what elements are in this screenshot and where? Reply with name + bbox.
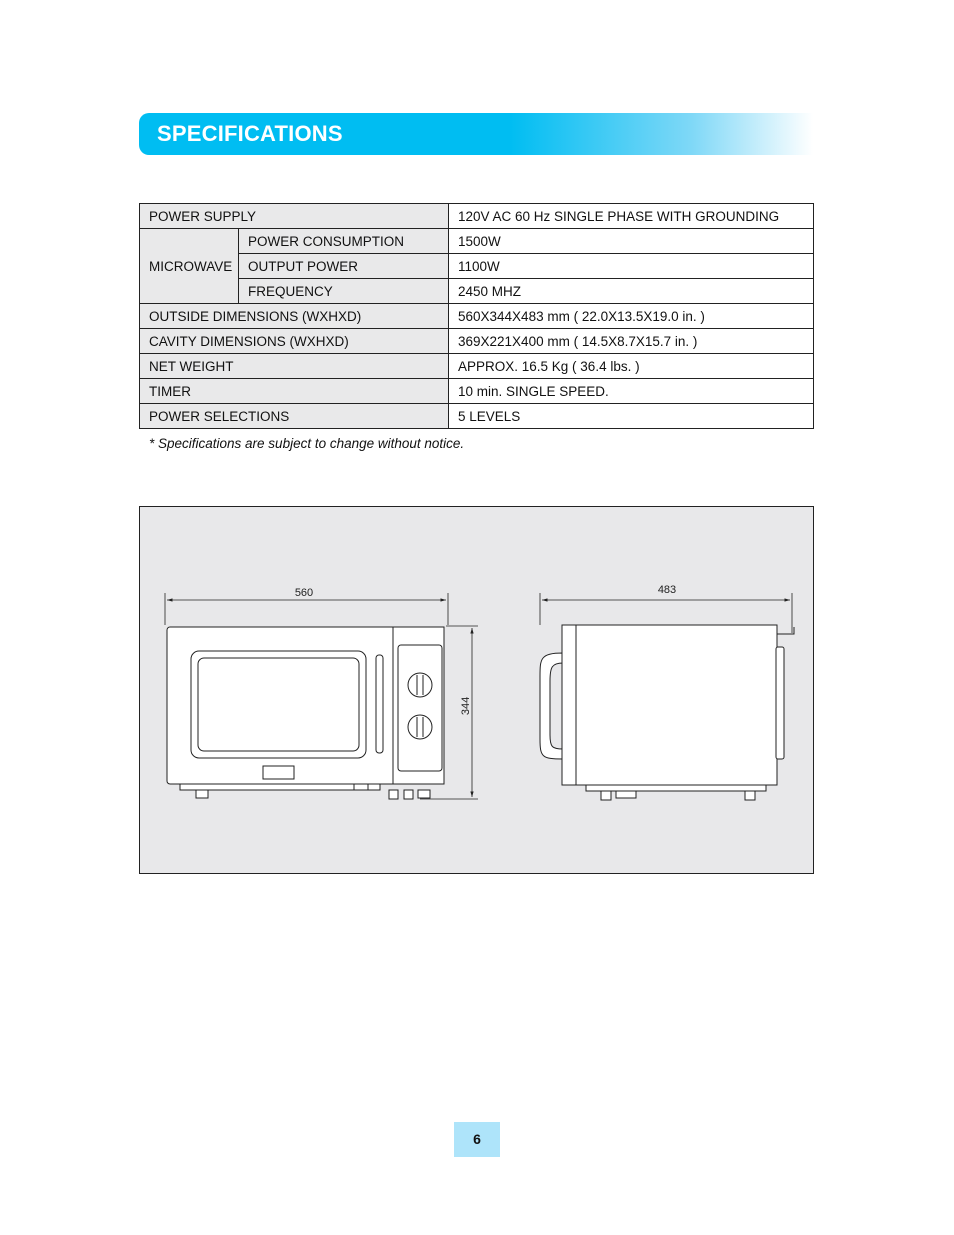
disclaimer-note: * Specifications are subject to change without notice. (149, 436, 465, 451)
height-dimension-label: 344 (460, 696, 472, 716)
section-banner (139, 113, 813, 155)
width-dimension-label: 560 (294, 587, 314, 599)
dimension-drawing (140, 507, 813, 873)
spec-label: NET WEIGHT (140, 354, 449, 379)
spec-value: APPROX. 16.5 Kg ( 36.4 lbs. ) (449, 354, 814, 379)
spec-value: 560X344X483 mm ( 22.0X13.5X19.0 in. ) (449, 304, 814, 329)
side-view (540, 593, 794, 800)
spec-value: 10 min. SINGLE SPEED. (449, 379, 814, 404)
spec-label: POWER CONSUMPTION (239, 229, 449, 254)
spec-value: 1100W (449, 254, 814, 279)
spec-value: 5 LEVELS (449, 404, 814, 429)
page-number: 6 (454, 1122, 500, 1157)
table-row (140, 404, 814, 429)
page-title: SPECIFICATIONS (157, 121, 343, 146)
spec-group-label: MICROWAVE (140, 229, 239, 304)
spec-value: 1500W (449, 229, 814, 254)
table-row (140, 254, 814, 279)
spec-label: FREQUENCY (239, 279, 449, 304)
spec-label: OUTSIDE DIMENSIONS (WXHXD) (140, 304, 449, 329)
dimensions-diagram (139, 506, 814, 874)
specifications-table (139, 203, 814, 429)
depth-dimension-label: 483 (657, 584, 677, 596)
table-row (140, 354, 814, 379)
spec-value: 369X221X400 mm ( 14.5X8.7X15.7 in. ) (449, 329, 814, 354)
spec-label: POWER SUPPLY (140, 204, 449, 229)
table-row (140, 379, 814, 404)
spec-value: 2450 MHZ (449, 279, 814, 304)
front-view (165, 593, 478, 799)
spec-label: TIMER (140, 379, 449, 404)
table-row (140, 279, 814, 304)
spec-label: OUTPUT POWER (239, 254, 449, 279)
table-row (140, 304, 814, 329)
spec-value: 120V AC 60 Hz SINGLE PHASE WITH GROUNDING (449, 204, 814, 229)
table-row (140, 204, 814, 229)
table-row (140, 229, 814, 254)
table-row (140, 329, 814, 354)
spec-label: POWER SELECTIONS (140, 404, 449, 429)
spec-label: CAVITY DIMENSIONS (WXHXD) (140, 329, 449, 354)
